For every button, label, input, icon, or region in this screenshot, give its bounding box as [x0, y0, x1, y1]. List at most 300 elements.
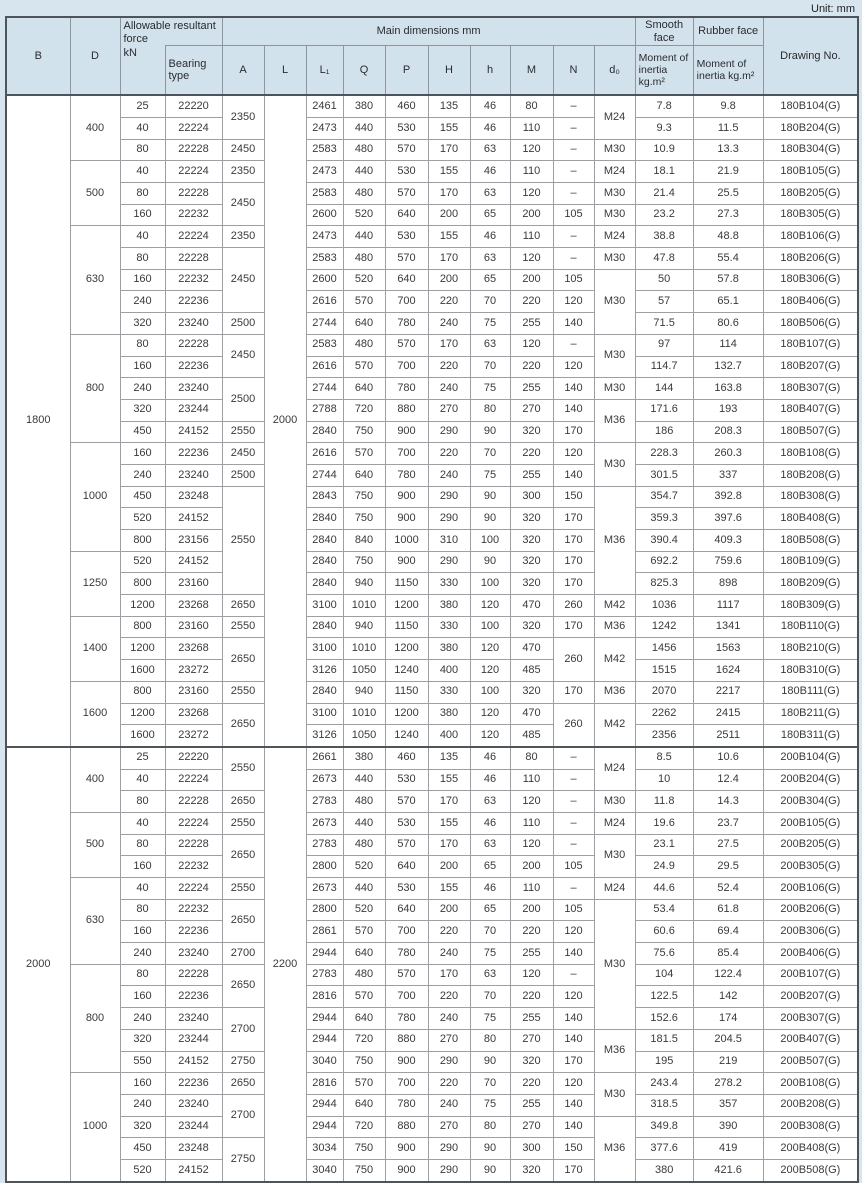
cell-h-upper: 290 — [428, 1159, 470, 1181]
cell-d0: M24 — [594, 812, 635, 834]
cell-smooth-inertia: 50 — [635, 269, 693, 291]
cell-h-lower: 63 — [470, 964, 510, 986]
cell-h-lower: 46 — [470, 878, 510, 900]
cell-m: 220 — [510, 291, 553, 313]
table-row — [6, 1008, 858, 1030]
cell-n: 150 — [553, 486, 594, 508]
cell-n: 120 — [553, 356, 594, 378]
cell-h-lower: 120 — [470, 660, 510, 682]
table-row — [6, 399, 858, 421]
cell-h-upper: 290 — [428, 421, 470, 443]
cell-smooth-inertia: 228.3 — [635, 443, 693, 465]
col-header-rubber-face: Rubber face — [693, 17, 763, 46]
cell-bearing-type: 23248 — [165, 1138, 222, 1160]
cell-kn: 160 — [120, 269, 165, 291]
cell-m: 200 — [510, 856, 553, 878]
cell-d0: M24 — [594, 161, 635, 183]
cell-h-upper: 135 — [428, 95, 470, 117]
cell-drawing-no: 180B308(G) — [763, 486, 858, 508]
cell-n: 170 — [553, 1051, 594, 1073]
cell-m: 320 — [510, 530, 553, 552]
cell-n: 170 — [553, 1159, 594, 1181]
cell-l1: 2840 — [306, 573, 343, 595]
cell-l1: 2861 — [306, 921, 343, 943]
cell-p: 900 — [385, 1051, 428, 1073]
table-row — [6, 204, 858, 226]
cell-q: 940 — [343, 681, 385, 703]
cell-d0: M24 — [594, 747, 635, 791]
cell-p: 570 — [385, 964, 428, 986]
cell-kn: 320 — [120, 1116, 165, 1138]
cell-smooth-inertia: 60.6 — [635, 921, 693, 943]
cell-m: 320 — [510, 573, 553, 595]
cell-h-lower: 80 — [470, 1116, 510, 1138]
cell-h-upper: 290 — [428, 551, 470, 573]
cell-rubber-inertia: 122.4 — [693, 964, 763, 986]
cell-l1: 2661 — [306, 747, 343, 769]
cell-kn: 800 — [120, 530, 165, 552]
cell-m: 110 — [510, 161, 553, 183]
cell-l1: 2840 — [306, 530, 343, 552]
cell-smooth-inertia: 97 — [635, 334, 693, 356]
cell-q: 480 — [343, 139, 385, 161]
cell-d0: M24 — [594, 226, 635, 248]
cell-m: 120 — [510, 964, 553, 986]
cell-l1: 2673 — [306, 878, 343, 900]
cell-a: 2700 — [222, 1008, 264, 1051]
cell-a: 2550 — [222, 878, 264, 900]
cell-smooth-inertia: 75.6 — [635, 943, 693, 965]
cell-h-upper: 380 — [428, 595, 470, 617]
cell-h-lower: 90 — [470, 551, 510, 573]
cell-smooth-inertia: 104 — [635, 964, 693, 986]
cell-kn: 160 — [120, 443, 165, 465]
cell-p: 1240 — [385, 725, 428, 747]
cell-d0: M30 — [594, 791, 635, 813]
cell-h-lower: 75 — [470, 943, 510, 965]
col-header-h-upper: H — [428, 46, 470, 96]
cell-kn: 240 — [120, 1094, 165, 1116]
cell-l1: 2944 — [306, 1029, 343, 1051]
cell-q: 570 — [343, 356, 385, 378]
cell-d0: M36 — [594, 1116, 635, 1182]
unit-label: Unit: mm — [811, 3, 855, 15]
cell-q: 480 — [343, 964, 385, 986]
cell-smooth-inertia: 1036 — [635, 595, 693, 617]
cell-m: 255 — [510, 378, 553, 400]
cell-d0: M36 — [594, 681, 635, 703]
cell-l1: 2744 — [306, 313, 343, 335]
cell-m: 120 — [510, 248, 553, 270]
cell-rubber-inertia: 2217 — [693, 681, 763, 703]
cell-kn: 520 — [120, 551, 165, 573]
cell-bearing-type: 23268 — [165, 595, 222, 617]
cell-q: 720 — [343, 1116, 385, 1138]
cell-drawing-no: 200B406(G) — [763, 943, 858, 965]
cell-l1: 2840 — [306, 508, 343, 530]
cell-h-upper: 270 — [428, 1029, 470, 1051]
cell-n: – — [553, 117, 594, 139]
cell-smooth-inertia: 21.4 — [635, 183, 693, 205]
cell-rubber-inertia: 219 — [693, 1051, 763, 1073]
cell-n: 105 — [553, 204, 594, 226]
table-row — [6, 1094, 858, 1116]
cell-l1: 3126 — [306, 725, 343, 747]
table-row — [6, 95, 858, 117]
cell-smooth-inertia: 122.5 — [635, 986, 693, 1008]
cell-h-lower: 120 — [470, 595, 510, 617]
cell-h-lower: 63 — [470, 139, 510, 161]
cell-d0: M30 — [594, 269, 635, 334]
cell-drawing-no: 180B108(G) — [763, 443, 858, 465]
cell-h-upper: 240 — [428, 1008, 470, 1030]
cell-q: 440 — [343, 769, 385, 791]
cell-l1: 3126 — [306, 660, 343, 682]
cell-kn: 520 — [120, 508, 165, 530]
cell-h-lower: 70 — [470, 356, 510, 378]
cell-drawing-no: 180B205(G) — [763, 183, 858, 205]
cell-kn: 160 — [120, 204, 165, 226]
table-row — [6, 616, 858, 638]
cell-m: 110 — [510, 878, 553, 900]
cell-kn: 320 — [120, 313, 165, 335]
cell-a: 2550 — [222, 486, 264, 594]
cell-n: 120 — [553, 443, 594, 465]
cell-kn: 25 — [120, 747, 165, 769]
cell-h-lower: 80 — [470, 1029, 510, 1051]
cell-h-upper: 330 — [428, 616, 470, 638]
cell-drawing-no: 180B211(G) — [763, 703, 858, 725]
cell-a: 2750 — [222, 1051, 264, 1073]
cell-drawing-no: 180B305(G) — [763, 204, 858, 226]
cell-m: 80 — [510, 95, 553, 117]
cell-n: 140 — [553, 1008, 594, 1030]
cell-h-lower: 90 — [470, 1159, 510, 1181]
cell-n: 140 — [553, 464, 594, 486]
cell-smooth-inertia: 7.8 — [635, 95, 693, 117]
table-row — [6, 248, 858, 270]
cell-rubber-inertia: 390 — [693, 1116, 763, 1138]
cell-m: 255 — [510, 313, 553, 335]
cell-kn: 80 — [120, 791, 165, 813]
cell-h-lower: 75 — [470, 378, 510, 400]
table-row — [6, 943, 858, 965]
cell-bearing-type: 22224 — [165, 226, 222, 248]
col-header-b: B — [6, 17, 70, 95]
cell-rubber-inertia: 14.3 — [693, 791, 763, 813]
table-row — [6, 986, 858, 1008]
cell-kn: 40 — [120, 161, 165, 183]
cell-rubber-inertia: 21.9 — [693, 161, 763, 183]
cell-h-lower: 65 — [470, 204, 510, 226]
cell-bearing-type: 22236 — [165, 986, 222, 1008]
cell-a: 2650 — [222, 964, 264, 1007]
cell-n: – — [553, 812, 594, 834]
cell-l1: 2944 — [306, 943, 343, 965]
cell-m: 300 — [510, 486, 553, 508]
cell-l1: 2783 — [306, 834, 343, 856]
cell-h-upper: 290 — [428, 486, 470, 508]
cell-smooth-inertia: 9.3 — [635, 117, 693, 139]
cell-a: 2650 — [222, 834, 264, 877]
cell-p: 1150 — [385, 681, 428, 703]
cell-bearing-type: 22232 — [165, 204, 222, 226]
table-row — [6, 769, 858, 791]
cell-q: 640 — [343, 1008, 385, 1030]
cell-d: 400 — [70, 747, 120, 813]
cell-smooth-inertia: 114.7 — [635, 356, 693, 378]
cell-p: 640 — [385, 899, 428, 921]
cell-m: 255 — [510, 464, 553, 486]
cell-q: 440 — [343, 117, 385, 139]
cell-h-lower: 75 — [470, 1094, 510, 1116]
cell-l1: 3100 — [306, 703, 343, 725]
cell-rubber-inertia: 52.4 — [693, 878, 763, 900]
cell-h-lower: 120 — [470, 725, 510, 747]
cell-kn: 320 — [120, 399, 165, 421]
cell-kn: 80 — [120, 834, 165, 856]
cell-m: 110 — [510, 117, 553, 139]
cell-bearing-type: 23244 — [165, 1029, 222, 1051]
cell-d0: M24 — [594, 95, 635, 139]
cell-m: 110 — [510, 226, 553, 248]
col-header-h-lower: h — [470, 46, 510, 96]
cell-h-upper: 270 — [428, 1116, 470, 1138]
cell-p: 900 — [385, 486, 428, 508]
cell-n: – — [553, 183, 594, 205]
cell-kn: 160 — [120, 921, 165, 943]
cell-p: 570 — [385, 791, 428, 813]
cell-q: 640 — [343, 1094, 385, 1116]
table-row — [6, 356, 858, 378]
cell-drawing-no: 200B508(G) — [763, 1159, 858, 1181]
cell-l1: 2800 — [306, 899, 343, 921]
cell-drawing-no: 180B109(G) — [763, 551, 858, 573]
cell-m: 320 — [510, 508, 553, 530]
cell-p: 700 — [385, 443, 428, 465]
cell-bearing-type: 22228 — [165, 248, 222, 270]
cell-n: – — [553, 139, 594, 161]
col-header-bearing-type: Bearing type — [165, 46, 222, 96]
cell-m: 255 — [510, 943, 553, 965]
cell-p: 700 — [385, 986, 428, 1008]
cell-drawing-no: 180B111(G) — [763, 681, 858, 703]
cell-n: – — [553, 747, 594, 769]
cell-kn: 160 — [120, 356, 165, 378]
cell-m: 320 — [510, 1159, 553, 1181]
cell-rubber-inertia: 57.8 — [693, 269, 763, 291]
table-row — [6, 1051, 858, 1073]
cell-d: 800 — [70, 334, 120, 442]
cell-a: 2650 — [222, 595, 264, 617]
cell-q: 520 — [343, 204, 385, 226]
cell-rubber-inertia: 419 — [693, 1138, 763, 1160]
cell-smooth-inertia: 53.4 — [635, 899, 693, 921]
cell-h-upper: 170 — [428, 334, 470, 356]
cell-drawing-no: 180B406(G) — [763, 291, 858, 313]
cell-drawing-no: 200B305(G) — [763, 856, 858, 878]
cell-a: 2550 — [222, 681, 264, 703]
cell-q: 1050 — [343, 725, 385, 747]
cell-rubber-inertia: 55.4 — [693, 248, 763, 270]
cell-h-lower: 63 — [470, 334, 510, 356]
cell-bearing-type: 22232 — [165, 856, 222, 878]
table-row — [6, 1073, 858, 1095]
cell-h-upper: 200 — [428, 269, 470, 291]
cell-bearing-type: 22236 — [165, 921, 222, 943]
cell-l1: 2944 — [306, 1008, 343, 1030]
cell-h-upper: 220 — [428, 356, 470, 378]
cell-drawing-no: 180B110(G) — [763, 616, 858, 638]
cell-smooth-inertia: 23.1 — [635, 834, 693, 856]
cell-q: 440 — [343, 226, 385, 248]
cell-h-lower: 70 — [470, 1073, 510, 1095]
table-header — [6, 17, 858, 95]
cell-drawing-no: 180B107(G) — [763, 334, 858, 356]
cell-q: 480 — [343, 834, 385, 856]
cell-n: – — [553, 95, 594, 117]
cell-l1: 2816 — [306, 1073, 343, 1095]
cell-kn: 1600 — [120, 725, 165, 747]
cell-n: 140 — [553, 313, 594, 335]
table-row — [6, 747, 858, 769]
cell-l1: 2744 — [306, 464, 343, 486]
cell-smooth-inertia: 19.6 — [635, 812, 693, 834]
cell-drawing-no: 180B506(G) — [763, 313, 858, 335]
cell-drawing-no: 200B307(G) — [763, 1008, 858, 1030]
cell-rubber-inertia: 12.4 — [693, 769, 763, 791]
cell-h-lower: 46 — [470, 95, 510, 117]
cell-smooth-inertia: 390.4 — [635, 530, 693, 552]
cell-h-upper: 135 — [428, 747, 470, 769]
cell-a: 2350 — [222, 95, 264, 139]
cell-kn: 160 — [120, 856, 165, 878]
table-row — [6, 269, 858, 291]
cell-h-lower: 63 — [470, 183, 510, 205]
table-row — [6, 725, 858, 747]
cell-q: 720 — [343, 1029, 385, 1051]
cell-n: – — [553, 226, 594, 248]
cell-kn: 800 — [120, 681, 165, 703]
col-header-kn: kN — [120, 46, 165, 96]
cell-h-upper: 400 — [428, 725, 470, 747]
cell-d0: M36 — [594, 486, 635, 594]
cell-h-upper: 220 — [428, 986, 470, 1008]
col-header-l: L — [264, 46, 306, 96]
cell-p: 530 — [385, 161, 428, 183]
cell-rubber-inertia: 260.3 — [693, 443, 763, 465]
table-row — [6, 161, 858, 183]
cell-smooth-inertia: 195 — [635, 1051, 693, 1073]
cell-n: 170 — [553, 573, 594, 595]
cell-h-upper: 330 — [428, 681, 470, 703]
cell-q: 750 — [343, 1138, 385, 1160]
cell-d0: M30 — [594, 443, 635, 486]
cell-n: 170 — [553, 530, 594, 552]
cell-d: 1400 — [70, 616, 120, 681]
cell-bearing-type: 24152 — [165, 1051, 222, 1073]
cell-p: 640 — [385, 204, 428, 226]
table-row — [6, 638, 858, 660]
cell-h-upper: 290 — [428, 508, 470, 530]
cell-smooth-inertia: 359.3 — [635, 508, 693, 530]
cell-h-lower: 80 — [470, 399, 510, 421]
cell-bearing-type: 23268 — [165, 638, 222, 660]
cell-h-lower: 100 — [470, 573, 510, 595]
cell-p: 780 — [385, 1094, 428, 1116]
cell-h-upper: 170 — [428, 183, 470, 205]
cell-smooth-inertia: 44.6 — [635, 878, 693, 900]
cell-h-lower: 75 — [470, 464, 510, 486]
table-row — [6, 812, 858, 834]
cell-drawing-no: 200B108(G) — [763, 1073, 858, 1095]
cell-h-upper: 200 — [428, 856, 470, 878]
cell-p: 780 — [385, 313, 428, 335]
cell-h-upper: 200 — [428, 204, 470, 226]
cell-d: 500 — [70, 161, 120, 226]
cell-bearing-type: 22228 — [165, 834, 222, 856]
cell-drawing-no: 180B309(G) — [763, 595, 858, 617]
table-row — [6, 660, 858, 682]
table-row — [6, 703, 858, 725]
cell-rubber-inertia: 132.7 — [693, 356, 763, 378]
cell-rubber-inertia: 27.5 — [693, 834, 763, 856]
cell-h-upper: 220 — [428, 1073, 470, 1095]
cell-rubber-inertia: 357 — [693, 1094, 763, 1116]
cell-smooth-inertia: 349.8 — [635, 1116, 693, 1138]
cell-h-upper: 170 — [428, 248, 470, 270]
cell-n: 105 — [553, 269, 594, 291]
cell-drawing-no: 180B304(G) — [763, 139, 858, 161]
cell-smooth-inertia: 1242 — [635, 616, 693, 638]
cell-drawing-no: 180B204(G) — [763, 117, 858, 139]
cell-n: 260 — [553, 638, 594, 681]
table-row — [6, 443, 858, 465]
cell-h-upper: 240 — [428, 943, 470, 965]
cell-a: 2550 — [222, 421, 264, 443]
cell-n: 140 — [553, 943, 594, 965]
cell-bearing-type: 22232 — [165, 899, 222, 921]
cell-d: 1250 — [70, 551, 120, 616]
cell-d: 630 — [70, 878, 120, 965]
cell-n: – — [553, 791, 594, 813]
cell-bearing-type: 24152 — [165, 421, 222, 443]
cell-p: 880 — [385, 1116, 428, 1138]
cell-bearing-type: 22224 — [165, 161, 222, 183]
cell-p: 640 — [385, 856, 428, 878]
cell-q: 440 — [343, 878, 385, 900]
cell-kn: 80 — [120, 964, 165, 986]
cell-kn: 1200 — [120, 638, 165, 660]
cell-drawing-no: 200B308(G) — [763, 1116, 858, 1138]
cell-q: 440 — [343, 161, 385, 183]
cell-rubber-inertia: 25.5 — [693, 183, 763, 205]
cell-l1: 2473 — [306, 161, 343, 183]
cell-m: 80 — [510, 747, 553, 769]
cell-bearing-type: 22236 — [165, 291, 222, 313]
cell-d0: M30 — [594, 1073, 635, 1116]
cell-p: 780 — [385, 1008, 428, 1030]
cell-n: – — [553, 834, 594, 856]
cell-m: 220 — [510, 986, 553, 1008]
cell-l1: 2461 — [306, 95, 343, 117]
cell-bearing-type: 23240 — [165, 1094, 222, 1116]
table-row — [6, 486, 858, 508]
cell-p: 1000 — [385, 530, 428, 552]
cell-p: 1150 — [385, 616, 428, 638]
cell-kn: 240 — [120, 464, 165, 486]
cell-p: 530 — [385, 769, 428, 791]
